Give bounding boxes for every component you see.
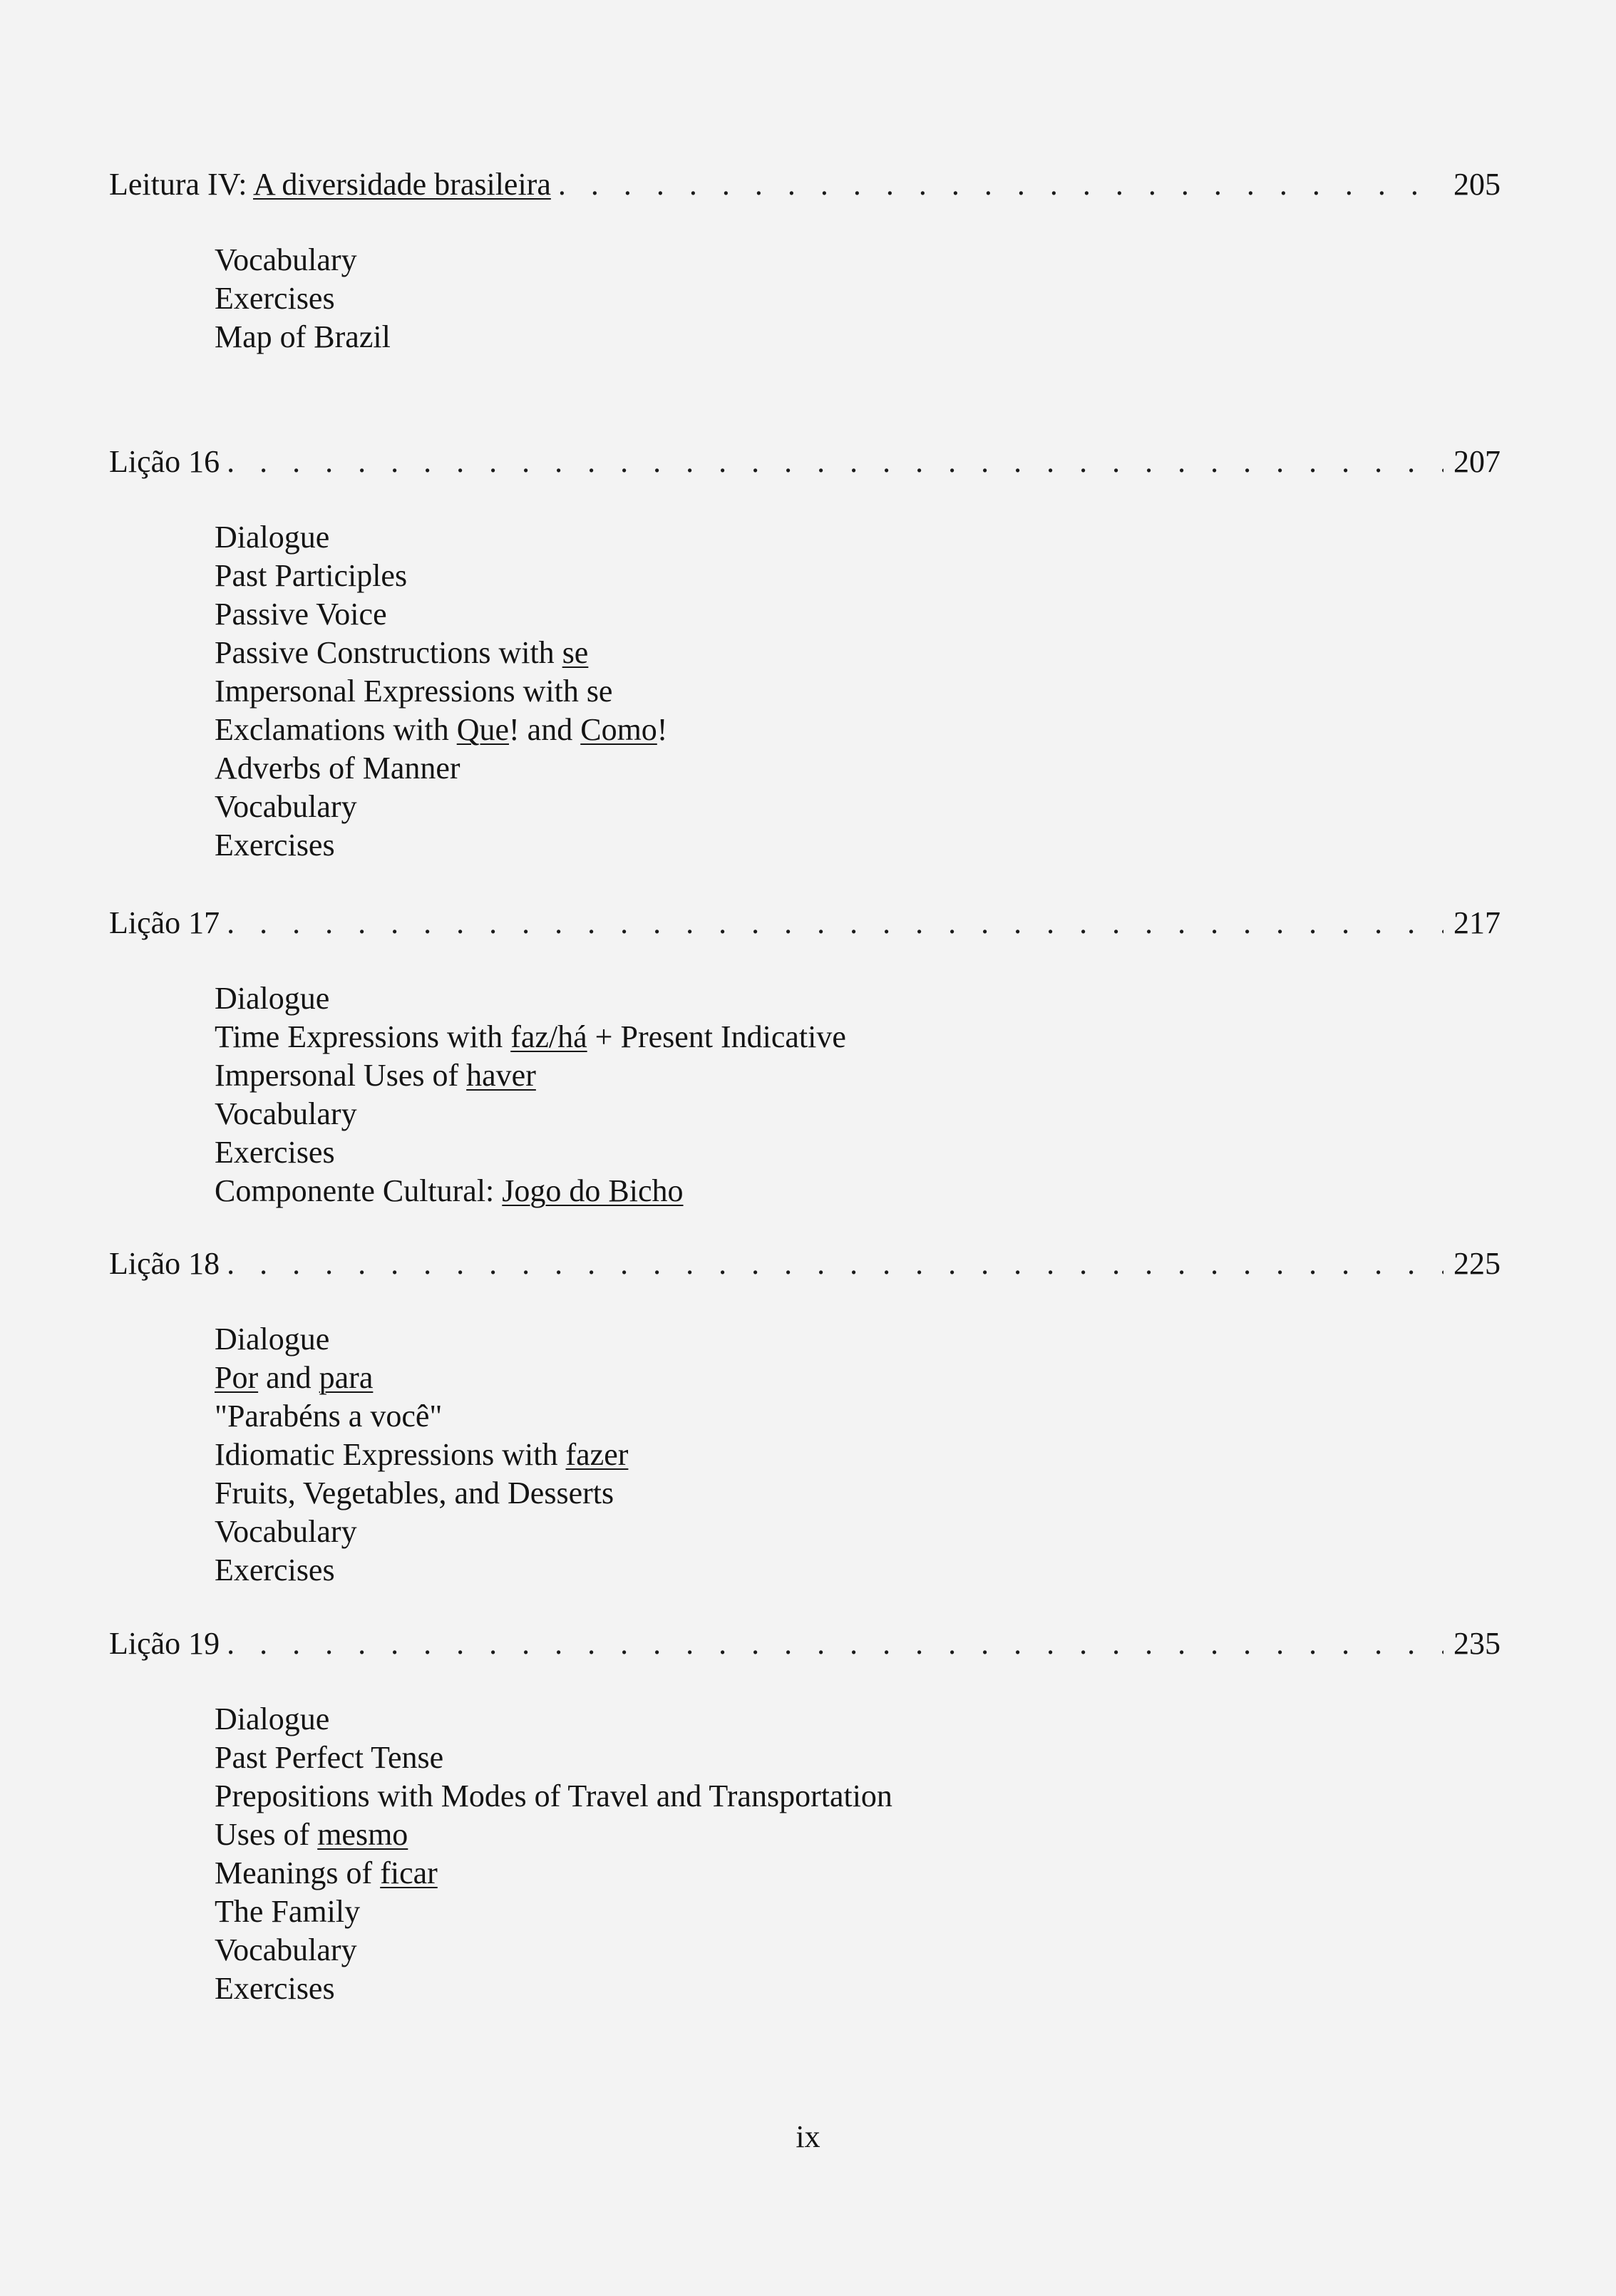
list-item: Dialogue	[215, 1322, 330, 1357]
entry-heading	[109, 165, 1501, 204]
leader-dots	[220, 1245, 1443, 1283]
subtopic-list	[109, 241, 1501, 356]
list-item: Uses of mesmo	[215, 1817, 408, 1852]
list-item: "Parabéns a você"	[215, 1399, 443, 1433]
entry-heading	[109, 443, 1501, 481]
toc-entry-leitura-iv	[109, 165, 1501, 356]
list-item: Vocabulary	[215, 1932, 357, 1967]
list-item: Past Perfect Tense	[215, 1740, 444, 1775]
leader-dots	[220, 443, 1443, 481]
list-item: Vocabulary	[215, 1514, 357, 1549]
list-item: Por and para	[215, 1360, 374, 1395]
page-number: 205	[1453, 167, 1501, 202]
entry-heading	[109, 904, 1501, 942]
leader-dots	[551, 165, 1443, 204]
list-item: Vocabulary	[215, 789, 357, 824]
list-item: Past Participles	[215, 558, 408, 593]
list-item: Passive Constructions with se	[215, 635, 589, 670]
list-item: Adverbs of Manner	[215, 751, 460, 786]
toc-entry-licao-17	[109, 904, 1501, 1210]
list-item: Componente Cultural: Jogo do Bicho	[215, 1173, 684, 1208]
list-item: Dialogue	[215, 520, 330, 555]
page-number: 217	[1453, 905, 1501, 940]
list-item: Dialogue	[215, 1702, 330, 1736]
list-item: Idiomatic Expressions with fazer	[215, 1437, 629, 1472]
list-item: Time Expressions with faz/há + Present Indicative	[215, 1019, 846, 1054]
list-item: Exercises	[215, 1135, 335, 1170]
entry-title: Lição 19	[109, 1626, 220, 1661]
subtopic-list	[109, 1700, 1501, 2008]
list-item: Exercises	[215, 281, 335, 316]
list-item: Exercises	[215, 1971, 335, 2006]
list-item: Passive Voice	[215, 597, 387, 632]
subtopic-list	[109, 518, 1501, 865]
entry-title: Lição 16	[109, 444, 220, 479]
list-item: Dialogue	[215, 981, 330, 1016]
toc-entry-licao-16	[109, 443, 1501, 865]
leader-dots	[220, 904, 1443, 942]
entry-title: Lição 18	[109, 1246, 220, 1281]
list-item: Impersonal Uses of haver	[215, 1058, 536, 1093]
page-number: 207	[1453, 444, 1501, 479]
leader-dots	[220, 1625, 1443, 1663]
entry-heading	[109, 1245, 1501, 1283]
page-number: 225	[1453, 1246, 1501, 1281]
entry-title: Lição 17	[109, 905, 220, 940]
page-folio: ix	[796, 2119, 820, 2154]
entry-heading	[109, 1625, 1501, 1663]
list-item: Exercises	[215, 1553, 335, 1587]
page-number: 235	[1453, 1626, 1501, 1661]
list-item: Vocabulary	[215, 242, 357, 277]
toc-entry-licao-19	[109, 1625, 1501, 2008]
subtopic-list	[109, 979, 1501, 1210]
list-item: Impersonal Expressions with se	[215, 674, 613, 709]
list-item: The Family	[215, 1894, 361, 1929]
subtopic-list	[109, 1320, 1501, 1590]
list-item: Meanings of ficar	[215, 1855, 438, 1890]
entry-title: Leitura IV: A diversidade brasileira	[109, 167, 551, 202]
list-item: Prepositions with Modes of Travel and Transportation	[215, 1778, 892, 1813]
list-item: Fruits, Vegetables, and Desserts	[215, 1476, 614, 1510]
list-item: Vocabulary	[215, 1096, 357, 1131]
list-item: Exercises	[215, 828, 335, 863]
list-item: Exclamations with Que! and Como!	[215, 712, 668, 747]
toc-entry-licao-18	[109, 1245, 1501, 1590]
list-item: Map of Brazil	[215, 319, 391, 354]
